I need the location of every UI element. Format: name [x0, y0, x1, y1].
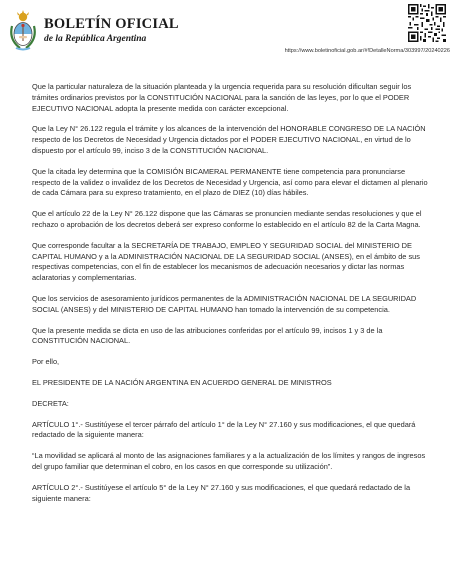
- coat-of-arms-icon: [8, 10, 38, 52]
- brand-title: BOLETÍN OFICIAL: [44, 16, 179, 32]
- paragraph: Que los servicios de asesoramiento jurídicos permanentes de la ADMINISTRACIÓN NACIONAL DE LA SEGURIDAD SOCIAL (ANSES) y del MINISTERIO DE CAPITAL HUMANO han tomado la intervención de su competencia.: [32, 293, 417, 314]
- brand: [44, 16, 179, 45]
- paragraph: Por ello,: [32, 357, 60, 367]
- paragraph: Que el artículo 22 de la Ley N° 26.122 dispone que las Cámaras se pronuncien mediante sendas resoluciones y que el rechazo o aprobación de los decretos deberá ser expreso conforme lo establecido en el artículo 82 de la Carta Magna.: [32, 209, 422, 229]
- article-2: ARTÍCULO 2°.- Sustitúyese el artículo 5° de la Ley N° 27.160 y sus modificaciones, el que quedará redactado de la siguiente manera:: [32, 482, 411, 503]
- brand-subtitle: de la República Argentina: [44, 34, 147, 44]
- paragraph: Que la Ley N° 26.122 regula el trámite y los alcances de la intervención del HONORABLE CONGRESO DE LA NACIÓN respecto de los Decretos de Necesidad y Urgencia dictados por el PODER EJECUTIVO NACIONAL, en virtud de lo dispuesto por el artículo 99, inciso 3 de la CONSTITUCIÓN NACIONAL.: [32, 124, 426, 155]
- paragraph: Que la citada ley determina que la COMISIÓN BICAMERAL PERMANENTE tiene competencia para pronunciarse respecto de la validez o invalidez de los Decretos de Necesidad y Urgencia, así como para elevar el dictamen al plenario de cada Cámara para su expreso tratamiento, en el plazo de DIEZ (10) días hábiles.: [32, 166, 428, 198]
- qr-code-icon: [408, 4, 446, 42]
- decree-label: DECRETA:: [32, 398, 69, 408]
- quoted-text: “La movilidad se aplicará al monto de las asignaciones familiares y a la actualización de los límites y rangos de ingresos del grupo familiar que determinan el cobro, en los casos en que corresponde su utilización”.: [32, 451, 426, 471]
- page-header: [0, 0, 460, 60]
- decree-heading: EL PRESIDENTE DE LA NACIÓN ARGENTINA EN ACUERDO GENERAL DE MINISTROS: [32, 377, 332, 387]
- paragraph: Que la particular naturaleza de la situación planteada y la urgencia requerida para su resolución dificultan seguir los trámites ordinarios previstos por la CONSTITUCIÓN NACIONAL para la sanción de las leyes, por lo que el PODER EJECUTIVO NACIONAL adopta la presente medida con carácter excepcional.: [32, 82, 412, 113]
- article-1: ARTÍCULO 1°.- Sustitúyese el tercer párrafo del artículo 1° de la Ley N° 27.160 y sus modificaciones, el que quedará redactado de la siguiente manera:: [32, 419, 416, 440]
- paragraph: Que la presente medida se dicta en uso de las atribuciones conferidas por el artículo 99, incisos 1 y 3 de la CONSTITUCIÓN NACIONAL.: [32, 325, 383, 346]
- document-body: [32, 82, 432, 514]
- page-url: https://www.boletinoficial.gob.ar/#!DetalleNorma/303997/20240226: [284, 48, 450, 54]
- paragraph: Que corresponde facultar a la SECRETARÍA DE TRABAJO, EMPLEO Y SEGURIDAD SOCIAL del MINISTERIO DE CAPITAL HUMANO y a la ADMINISTRACIÓN NACIONAL DE LA SEGURIDAD SOCIAL (ANSES), en el ámbito de sus respectivas competencias, con el fin de establecer los mecanismos de adecuación necesarios y dictar las normas aclaratorias y complementarias.: [32, 240, 420, 283]
